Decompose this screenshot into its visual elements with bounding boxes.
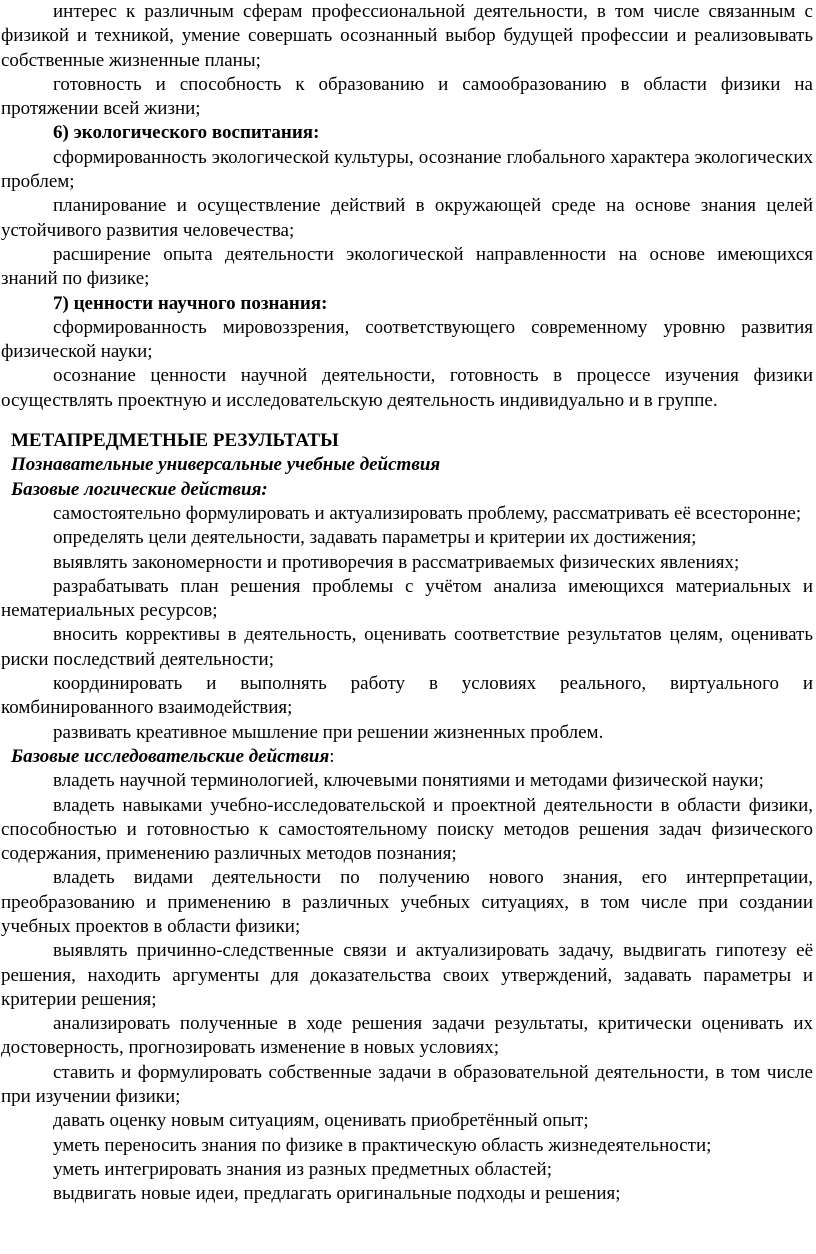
list-item-logic: выявлять закономерности и противоречия в рассматриваемых физических явлениях; [53, 551, 740, 573]
paragraph-eco-culture: сформированность экологической культуры, осознание глобального характера экологических проблем; [1, 146, 813, 193]
paragraph-eco-planning: планирование и осуществление действий в окружающей среде на основе знания целей устойчивого развития человечества; [1, 195, 813, 241]
list-item-research: ставить и формулировать собственные задачи в образовательной деятельности, в том числе при изучении физики; [1, 1061, 813, 1108]
list-item-research: уметь переносить знания по физике в практическую область жизнедеятельности; [53, 1134, 712, 1156]
heading-ecological-education: 6) экологического воспитания: [53, 122, 320, 144]
heading-research-actions-text: Базовые исследовательские действия [11, 745, 330, 767]
paragraph-eco-experience: расширение опыта деятельности экологической направленности на основе имеющихся знаний по физике; [1, 243, 813, 290]
list-item-research: выявлять причинно-следственные связи и актуализировать задачу, выдвигать гипотезу её решения, находить аргументы для доказательства своих утверждений, задавать параметры и критерии решения; [1, 940, 813, 1010]
list-item-logic: развивать креативное мышление при решении жизненных проблем. [53, 721, 604, 743]
heading-cognitive-actions: Познавательные универсальные учебные действия [11, 454, 441, 476]
paragraph-worldview: сформированность мировоззрения, соответствующего современному уровню развития физической науки; [1, 316, 813, 363]
heading-research-actions [1, 745, 813, 769]
list-item-logic: разрабатывать план решения проблемы с учётом анализа имеющихся материальных и нематериальных ресурсов; [1, 575, 813, 622]
list-item-logic: определять цели деятельности, задавать параметры и критерии их достижения; [53, 527, 697, 549]
list-item-research: владеть видами деятельности по получению нового знания, его интерпретации, преобразованию и применению в различных учебных ситуациях, в том числе при создании учебных проектов в области физики; [1, 867, 813, 937]
list-item-research: анализировать полученные в ходе решения задачи результаты, критически оценивать их достоверность, прогнозировать изменение в новых условиях; [1, 1013, 813, 1059]
list-item-research: давать оценку новым ситуациям, оценивать приобретённый опыт; [53, 1110, 589, 1132]
paragraph-research-value: осознание ценности научной деятельности, готовность в процессе изучения физики осуществлять проектную и исследовательскую деятельность индивидуально и в группе. [1, 365, 813, 411]
paragraph-self-education: готовность и способность к образованию и самообразованию в области физики на протяжении всей жизни; [1, 73, 813, 120]
section-spacer [1, 413, 813, 429]
list-item-research: выдвигать новые идеи, предлагать оригинальные подходы и решения; [53, 1183, 621, 1205]
paragraph-career-interest: интерес к различным сферам профессиональной деятельности, в том числе связанным с физикой и техникой, умение совершать осознанный выбор будущей профессии и реализовывать собственные жизненные планы; [1, 1, 813, 71]
heading-research-actions-colon: : [329, 745, 335, 767]
heading-metasubject-results: МЕТАПРЕДМЕТНЫЕ РЕЗУЛЬТАТЫ [11, 430, 339, 452]
list-item-logic: вносить коррективы в деятельность, оценивать соответствие результатов целям, оценивать риски последствий деятельности; [1, 624, 813, 670]
heading-logical-actions: Базовые логические действия: [11, 478, 268, 500]
heading-scientific-values: 7) ценности научного познания: [53, 292, 328, 314]
list-item-research: уметь интегрировать знания из разных предметных областей; [53, 1158, 553, 1180]
list-item-logic: координировать и выполнять работу в условиях реального, виртуального и комбинированного взаимодействия; [1, 673, 813, 719]
list-item-research: владеть навыками учебно-исследовательской и проектной деятельности в области физики, способностью и готовностью к самостоятельному поиску методов решения задач физического содержания, применению различных методов познания; [1, 794, 813, 865]
list-item-research: владеть научной терминологией, ключевыми понятиями и методами физической науки; [53, 770, 764, 792]
list-item-logic: самостоятельно формулировать и актуализировать проблему, рассматривать её всесторонне; [53, 502, 802, 524]
